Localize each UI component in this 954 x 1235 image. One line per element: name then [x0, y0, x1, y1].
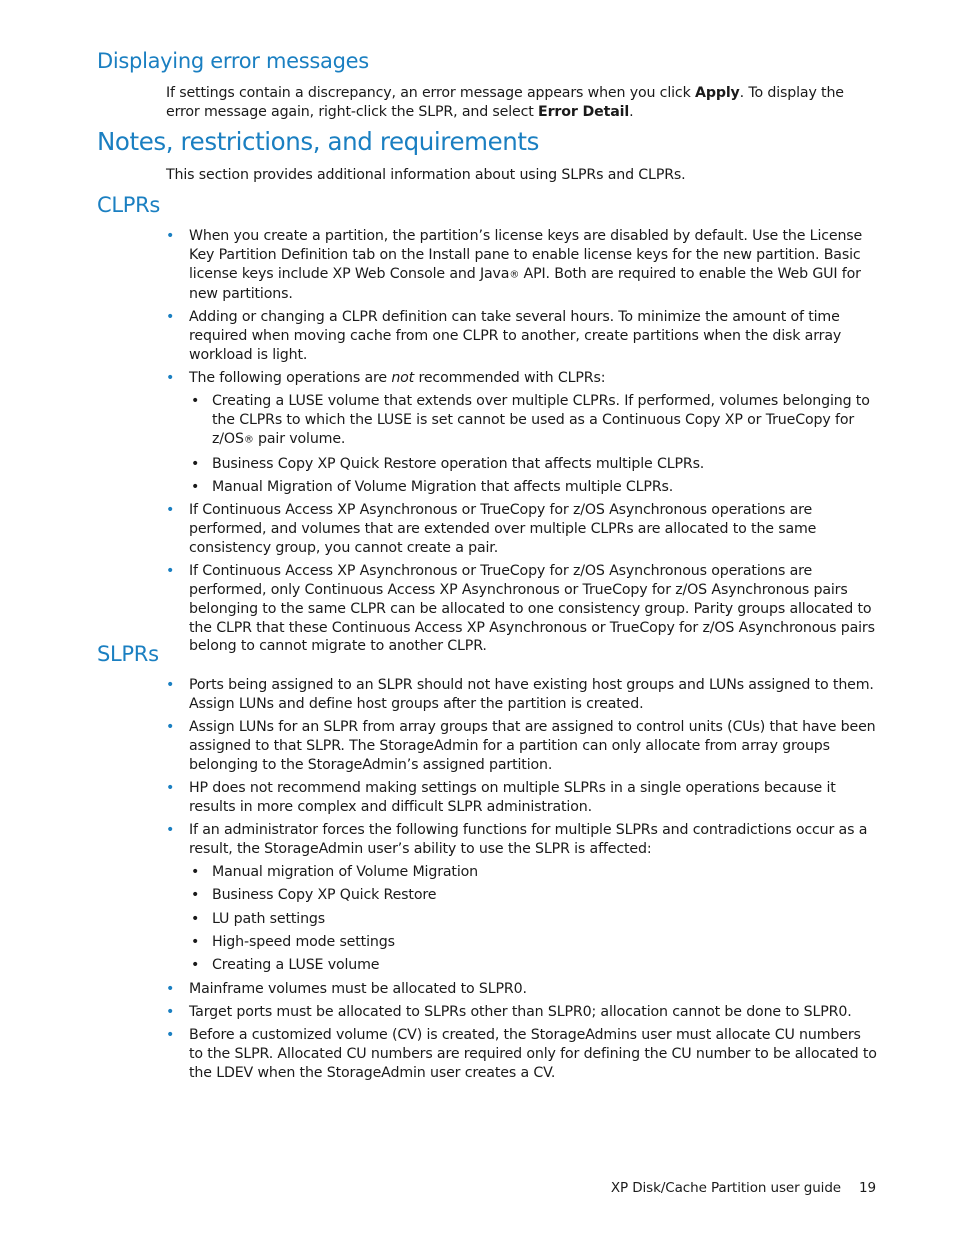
sub-bullet-icon: • [191, 887, 200, 904]
section-heading-notes: Notes, restrictions, and requirements [97, 127, 539, 156]
sub-list-item [189, 478, 878, 497]
registered-mark: ® [243, 434, 254, 446]
text-run: Manual Migration of Volume Migration that affects multiple CLPRs. [212, 479, 674, 496]
emphasis-not: not [391, 370, 415, 387]
sub-list-item [189, 910, 878, 929]
text-run: Business Copy XP Quick Restore operation that affects multiple CLPRs. [212, 455, 705, 472]
text-run: High-speed mode settings [212, 934, 395, 951]
list-item [166, 821, 878, 975]
sub-bullet-icon: • [191, 934, 200, 951]
text-run: Assign LUNs for an SLPR from array groups that are assigned to control units (CUs) that have been assigned to that SLPR. The StorageAdmin for a partition can only allocate from array groups belonging to the StorageAdmin’s assigned partition. [189, 719, 876, 773]
text-run: HP does not recommend making settings on multiple SLPRs in a single operations because it results in more complex and difficult SLPR administration. [189, 779, 836, 815]
bullet-icon: • [166, 779, 175, 796]
sub-list-item [189, 886, 878, 905]
sub-bullet-icon: • [191, 455, 200, 472]
page-number: 19 [859, 1180, 876, 1196]
apply-term: Apply [695, 85, 740, 101]
text-run: Creating a LUSE volume that extends over multiple CLPRs. If performed, volumes belonging to the CLPRs to which the LUSE is set cannot be used as a Continuous Copy XP or TrueCopy for z/OS [212, 393, 870, 447]
sub-list-item [189, 455, 878, 474]
list-item [166, 501, 878, 557]
slprs-list [166, 676, 878, 1087]
sub-list-item [189, 863, 878, 882]
text-run: If settings contain a discrepancy, an error message appears when you click [166, 85, 695, 101]
bullet-icon: • [166, 980, 175, 997]
text-run: When you create a partition, the partition’s license keys are disabled by default. Use the License Key Partition Definition tab on the Install pane to enable license keys for the new partition. Basic license keys include XP Web Console and Java [189, 228, 863, 282]
text-run: If an administrator forces the following functions for multiple SLPRs and contradictions occur as a result, the StorageAdmin user’s ability to use the SLPR is affected: [189, 822, 868, 857]
list-item [166, 1026, 878, 1082]
slprs-sublist [189, 863, 878, 975]
list-item [166, 227, 878, 304]
text-run: Target ports must be allocated to SLPRs other than SLPR0; allocation cannot be done to SLPR0. [189, 1003, 852, 1020]
text-run: Adding or changing a CLPR definition can take several hours. To minimize the amount of time required when moving cache from one CLPR to another, create partitions when the disk array workload is light. [189, 309, 842, 363]
bullet-icon: • [166, 228, 175, 244]
bullet-icon: • [166, 1003, 175, 1020]
list-item [166, 718, 878, 774]
text-run: Mainframe volumes must be allocated to SLPR0. [189, 980, 527, 997]
page-footer [611, 1180, 876, 1196]
text-run: If Continuous Access XP Asynchronous or TrueCopy for z/OS Asynchronous operations are performed, and volumes that are extended over multiple CLPRs are allocated to the same consistency group, you cannot create a pair. [189, 502, 817, 556]
section-heading-slprs: SLPRs [97, 642, 159, 666]
sub-list-item [189, 392, 878, 450]
sub-list-item [189, 933, 878, 952]
bullet-icon: • [166, 1027, 175, 1044]
list-item [166, 1003, 878, 1022]
text-run: Ports being assigned to an SLPR should not have existing host groups and LUNs assigned to them. Assign LUNs and define host groups after the partition is created. [189, 677, 874, 712]
list-item [166, 562, 878, 656]
footer-title: XP Disk/Cache Partition user guide [610, 1180, 842, 1196]
text-run: Before a customized volume (CV) is created, the StorageAdmins user must allocate CU numbers to the SLPR. Allocated CU numbers are required only for defining the CU number to be allocated to the LDEV when the StorageAdmin user creates a CV. [189, 1027, 877, 1081]
text-run: The following operations are [189, 370, 392, 387]
text-run: Manual migration of Volume Migration [212, 864, 478, 881]
notes-intro: This section provides additional information about using SLPRs and CLPRs. [166, 167, 686, 183]
bullet-icon: • [166, 309, 175, 326]
list-item [166, 369, 878, 497]
text-run: . To display the error message again, right-click the SLPR, and select [166, 85, 844, 120]
text-run: Creating a LUSE volume [212, 957, 380, 974]
sub-list-item [189, 956, 878, 975]
text-run: recommended with CLPRs: [414, 370, 606, 387]
clprs-list [166, 227, 878, 661]
section-heading-error-messages: Displaying error messages [97, 49, 369, 73]
sub-bullet-icon: • [191, 910, 200, 927]
bullet-icon: • [166, 502, 175, 519]
sub-bullet-icon: • [191, 957, 200, 974]
bullet-icon: • [166, 822, 175, 839]
text-run: If Continuous Access XP Asynchronous or TrueCopy for z/OS Asynchronous operations are performed, only Continuous Access XP Asynchronous or TrueCopy for z/OS Asynchronous pairs belonging to the same CLPR can be allocated to one consistency group. Parity groups allocated to the CLPR that these Continuous Access XP Asynchronous or TrueCopy for z/OS Asynchronous pairs belong to cannot migrate to another CLPR. [189, 563, 875, 655]
error-messages-paragraph [166, 84, 878, 122]
text-run: LU path settings [212, 910, 326, 927]
bullet-icon: • [166, 677, 175, 693]
bullet-icon: • [166, 563, 175, 580]
registered-mark: ® [509, 269, 520, 281]
list-item [166, 308, 878, 364]
sub-bullet-icon: • [191, 479, 200, 496]
list-item [166, 676, 878, 714]
error-detail-term: Error Detail [538, 103, 630, 120]
text-run: API. Both are required to enable the Web GUI for new partitions. [189, 265, 861, 302]
bullet-icon: • [166, 370, 175, 387]
sub-bullet-icon: • [191, 393, 200, 410]
bullet-icon: • [166, 719, 175, 736]
section-heading-clprs: CLPRs [97, 193, 161, 217]
list-item [166, 980, 878, 999]
list-item [166, 779, 878, 817]
text-run: . [629, 103, 634, 120]
text-run: pair volume. [253, 430, 346, 447]
text-run: Business Copy XP Quick Restore [212, 887, 437, 904]
sub-bullet-icon: • [191, 864, 200, 881]
clprs-sublist [189, 392, 878, 496]
